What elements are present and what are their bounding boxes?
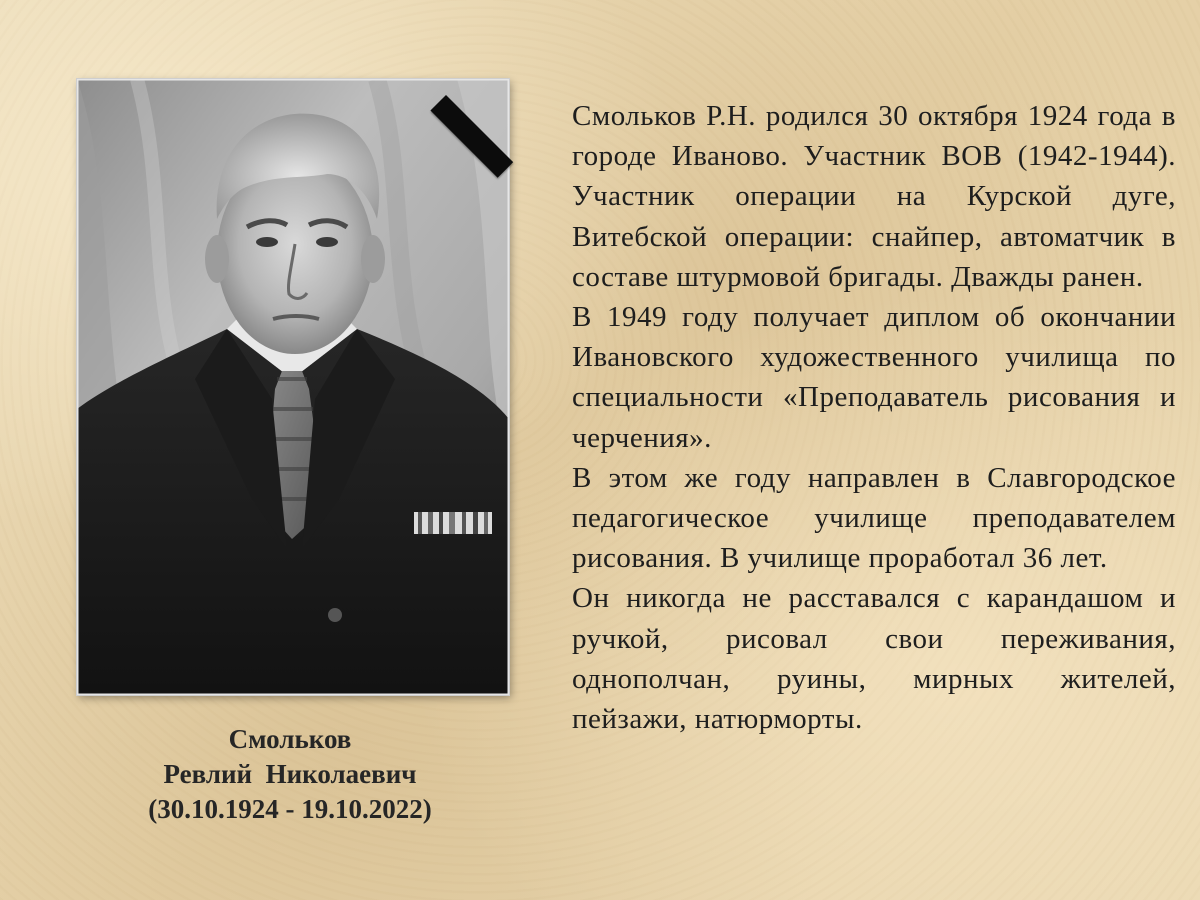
- caption-name: Ревлий Николаевич: [163, 759, 417, 789]
- portrait-photo: [77, 79, 509, 695]
- biography-paragraph: В этом же году направлен в Славгородское педагогическое училище преподавателем рисования. В училище проработал 36 лет.: [572, 461, 1176, 575]
- caption-dates: (30.10.1924 - 19.10.2022): [148, 794, 432, 824]
- portrait-image: [77, 79, 509, 695]
- biography-paragraph: В 1949 году получает диплом об окончании Ивановского художественного училища по специальности «Преподаватель рисования и черчения».: [572, 301, 1176, 454]
- biography-paragraph: Он никогда не расставался с карандашом и ручкой, рисовал свои переживания, однополчан, руины, мирных жителей, пейзажи, натюрморты.: [572, 582, 1176, 736]
- portrait-caption: [110, 722, 470, 827]
- caption-surname: Смольков: [228, 724, 352, 754]
- biography-text: [572, 96, 1176, 739]
- biography-paragraph: Смольков Р.Н. родился 30 октября 1924 года в городе Иваново. Участник ВОВ (1942-1944). Участник операции на Курской дуге, Витебской операции: снайпер, автоматчик в составе штурмовой бригады. Дважды ранен.: [572, 100, 1176, 293]
